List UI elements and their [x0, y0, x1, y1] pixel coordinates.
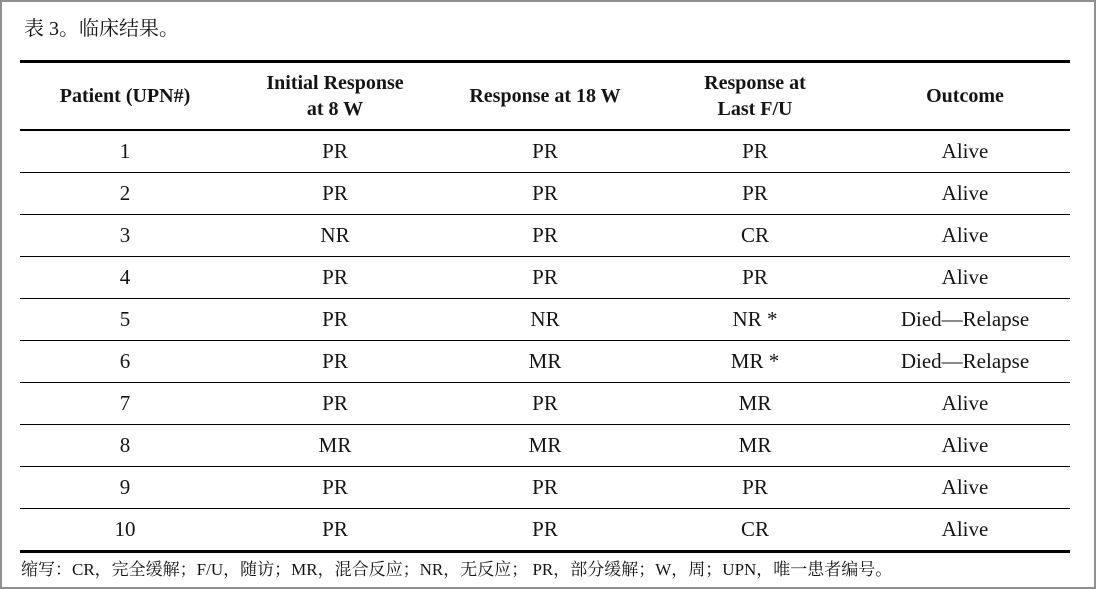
- header-row: [20, 62, 1070, 131]
- cell-response-18w: PR: [440, 173, 650, 215]
- cell-outcome: Alive: [860, 257, 1070, 299]
- cell-patient: 8: [20, 425, 230, 467]
- cell-response-8w: PR: [230, 509, 440, 552]
- cell-response-8w: PR: [322, 139, 348, 163]
- cell-response-last-fu: CR: [650, 215, 860, 257]
- col-header-response-18w-label: Response at 18 W: [469, 85, 621, 107]
- col-header-patient-label: Patient (UPN#): [59, 85, 191, 107]
- cell-patient: 10: [20, 509, 230, 552]
- cell-patient: 6: [20, 341, 230, 383]
- cell-response-8w: PR: [230, 341, 440, 383]
- cell-outcome: Alive: [860, 383, 1070, 425]
- cell-response-last-fu: MR: [650, 425, 860, 467]
- cell-response-8w: PR: [230, 257, 440, 299]
- cell-outcome: Alive: [860, 467, 1070, 509]
- cell-outcome: Alive: [860, 215, 1070, 257]
- cell-response-last-fu: MR *: [650, 341, 860, 383]
- clinical-results-table: [20, 60, 1070, 553]
- col-header-outcome: [860, 62, 1070, 131]
- cell-response-18w: MR: [440, 341, 650, 383]
- table-row: [20, 425, 1070, 467]
- cell-patient: 3: [20, 215, 230, 257]
- col-header-response-last-fu-line1: Response at: [704, 72, 806, 94]
- cell-response-18w: PR: [440, 215, 650, 257]
- cell-response-8w: PR: [230, 467, 440, 509]
- cell-response-last-fu: PR: [650, 467, 860, 509]
- table-row: [20, 257, 1070, 299]
- cell-response-last-fu: NR *: [650, 299, 860, 341]
- cell-response-8w: NR: [230, 215, 440, 257]
- table-row: [20, 383, 1070, 425]
- table-row: [20, 173, 1070, 215]
- cell-response-8w: PR: [230, 299, 440, 341]
- col-header-initial-response-8w-line1: Initial Response: [266, 72, 404, 94]
- col-header-outcome-label: Outcome: [926, 85, 1004, 107]
- table-row: [20, 130, 1070, 173]
- table-caption: 表 3。临床结果。: [24, 18, 179, 40]
- table-footnote: 缩写：CR，完全缓解；F/U，随访；MR，混合反应；NR，无反应； PR，部分缓解；W，周；UPN，唯一患者编号。: [21, 560, 893, 579]
- cell-response-last-fu: CR: [650, 509, 860, 552]
- cell-patient: 2: [20, 173, 230, 215]
- cell-response-18w: PR: [440, 467, 650, 509]
- cell-patient: 5: [20, 299, 230, 341]
- cell-response-18w: NR: [440, 299, 650, 341]
- cell-patient: 7: [20, 383, 230, 425]
- cell-outcome: Alive: [860, 509, 1070, 552]
- cell-response-8w: PR: [230, 173, 440, 215]
- cell-response-last-fu: PR: [650, 173, 860, 215]
- col-header-initial-response-8w-line2: at 8 W: [306, 98, 364, 120]
- cell-outcome: Alive: [860, 425, 1070, 467]
- cell-response-8w: MR: [230, 425, 440, 467]
- cell-response-last-fu: MR: [650, 383, 860, 425]
- cell-response-last-fu: PR: [742, 139, 768, 163]
- cell-response-18w: PR: [440, 509, 650, 552]
- cell-response-last-fu: PR: [650, 257, 860, 299]
- cell-patient: 4: [20, 257, 230, 299]
- col-header-response-last-fu: [650, 62, 860, 131]
- cell-response-18w: MR: [440, 425, 650, 467]
- col-header-response-18w: [440, 62, 650, 131]
- cell-outcome: Died—Relapse: [860, 341, 1070, 383]
- col-header-patient: [20, 62, 230, 131]
- cell-response-8w: PR: [230, 383, 440, 425]
- table-body: [20, 130, 1070, 552]
- table-row: [20, 341, 1070, 383]
- cell-outcome: Died—Relapse: [860, 299, 1070, 341]
- table-row: [20, 509, 1070, 552]
- cell-patient: 1: [119, 139, 131, 163]
- cell-response-18w: PR: [440, 257, 650, 299]
- cell-response-18w: PR: [532, 139, 558, 163]
- cell-patient: 9: [20, 467, 230, 509]
- table-row: [20, 467, 1070, 509]
- table-row: [20, 299, 1070, 341]
- table-header: [20, 62, 1070, 131]
- table-row: [20, 215, 1070, 257]
- cell-outcome: Alive: [860, 173, 1070, 215]
- col-header-initial-response-8w: [230, 62, 440, 131]
- cell-response-18w: PR: [440, 383, 650, 425]
- col-header-response-last-fu-line2: Last F/U: [717, 98, 793, 120]
- cell-outcome: Alive: [941, 139, 989, 163]
